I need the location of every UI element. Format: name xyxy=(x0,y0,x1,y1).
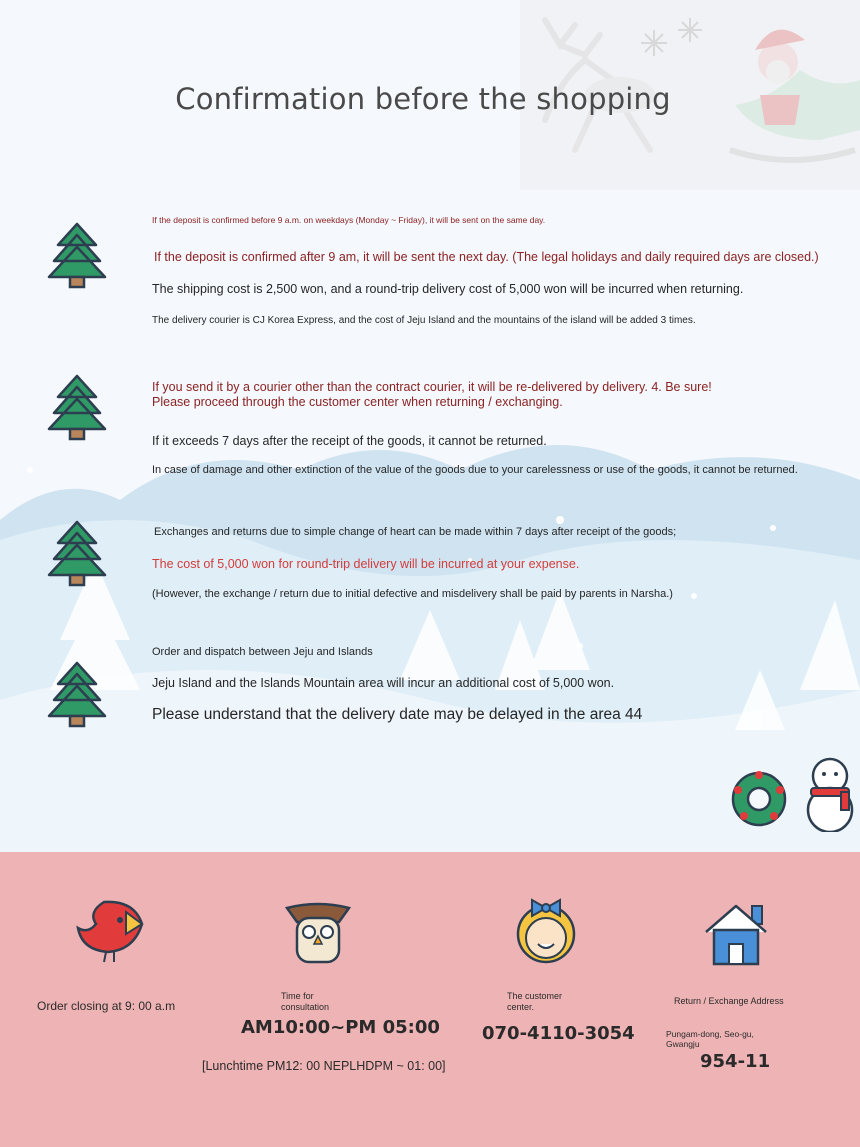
section2-line3: In case of damage and other extinction of the value of the goods due to your carelessness or use of the goods, it cannot be returned. xyxy=(152,464,798,476)
return-address-number: 954-11 xyxy=(700,1051,771,1072)
customer-center-label: The customer center. xyxy=(507,991,563,1012)
girl-face-icon xyxy=(512,894,580,968)
christmas-tree-icon xyxy=(46,519,108,587)
snowman-icon xyxy=(803,756,857,832)
section3-line2: The cost of 5,000 won for round-trip delivery will be incurred at your expense. xyxy=(152,557,580,571)
section3-line3: (However, the exchange / return due to initial defective and misdelivery shall be paid by parents in Narsha.) xyxy=(152,588,673,600)
owl-icon xyxy=(283,900,353,966)
customer-center-phone: 070-4110-3054 xyxy=(482,1023,635,1044)
footer-info-bar xyxy=(0,852,860,1147)
section2-line2: If it exceeds 7 days after the receipt of the goods, it cannot be returned. xyxy=(152,434,547,448)
section3-line1: Exchanges and returns due to simple change of heart can be made within 7 days after receipt of the goods; xyxy=(154,526,677,538)
consultation-hours: AM10:00~PM 05:00 xyxy=(241,1017,440,1038)
section2-line1: If you send it by a courier other than the contract courier, it will be re-delivered by delivery. 4. Be sure! Please proceed through the customer center when returning / exchanging. xyxy=(152,380,712,409)
wreath-icon xyxy=(726,766,792,832)
order-closing-text: Order closing at 9: 00 a.m xyxy=(37,999,176,1013)
christmas-tree-icon xyxy=(46,373,108,441)
section4-line1: Order and dispatch between Jeju and Islands xyxy=(152,646,373,658)
return-address-street: Pungam-dong, Seo-gu, Gwangju xyxy=(666,1029,754,1049)
section1-line2: If the deposit is confirmed after 9 am, it will be sent the next day. (The legal holidays and daily required days are closed.) xyxy=(154,250,819,264)
section1-line4: The delivery courier is CJ Korea Express, and the cost of Jeju Island and the mountains of the island will be added 3 times. xyxy=(152,315,696,326)
page-title: Confirmation before the shopping xyxy=(175,82,671,116)
consultation-label: Time for consultation xyxy=(281,991,330,1012)
christmas-tree-icon xyxy=(46,660,108,728)
bird-icon xyxy=(74,894,146,964)
section1-line3: The shipping cost is 2,500 won, and a round-trip delivery cost of 5,000 won will be incurred when returning. xyxy=(152,282,744,296)
christmas-tree-icon xyxy=(46,221,108,289)
lunchtime-text: [Lunchtime PM12: 00 NEPLHDPM ~ 01: 00] xyxy=(202,1059,446,1073)
section4-line2: Jeju Island and the Islands Mountain area will incur an additional cost of 5,000 won. xyxy=(152,676,615,690)
house-icon xyxy=(702,900,770,968)
section4-line3: Please understand that the delivery date may be delayed in the area 44 xyxy=(152,706,643,723)
return-address-label: Return / Exchange Address xyxy=(674,996,784,1006)
section1-line1: If the deposit is confirmed before 9 a.m. on weekdays (Monday ~ Friday), it will be sent on the same day. xyxy=(152,215,546,225)
